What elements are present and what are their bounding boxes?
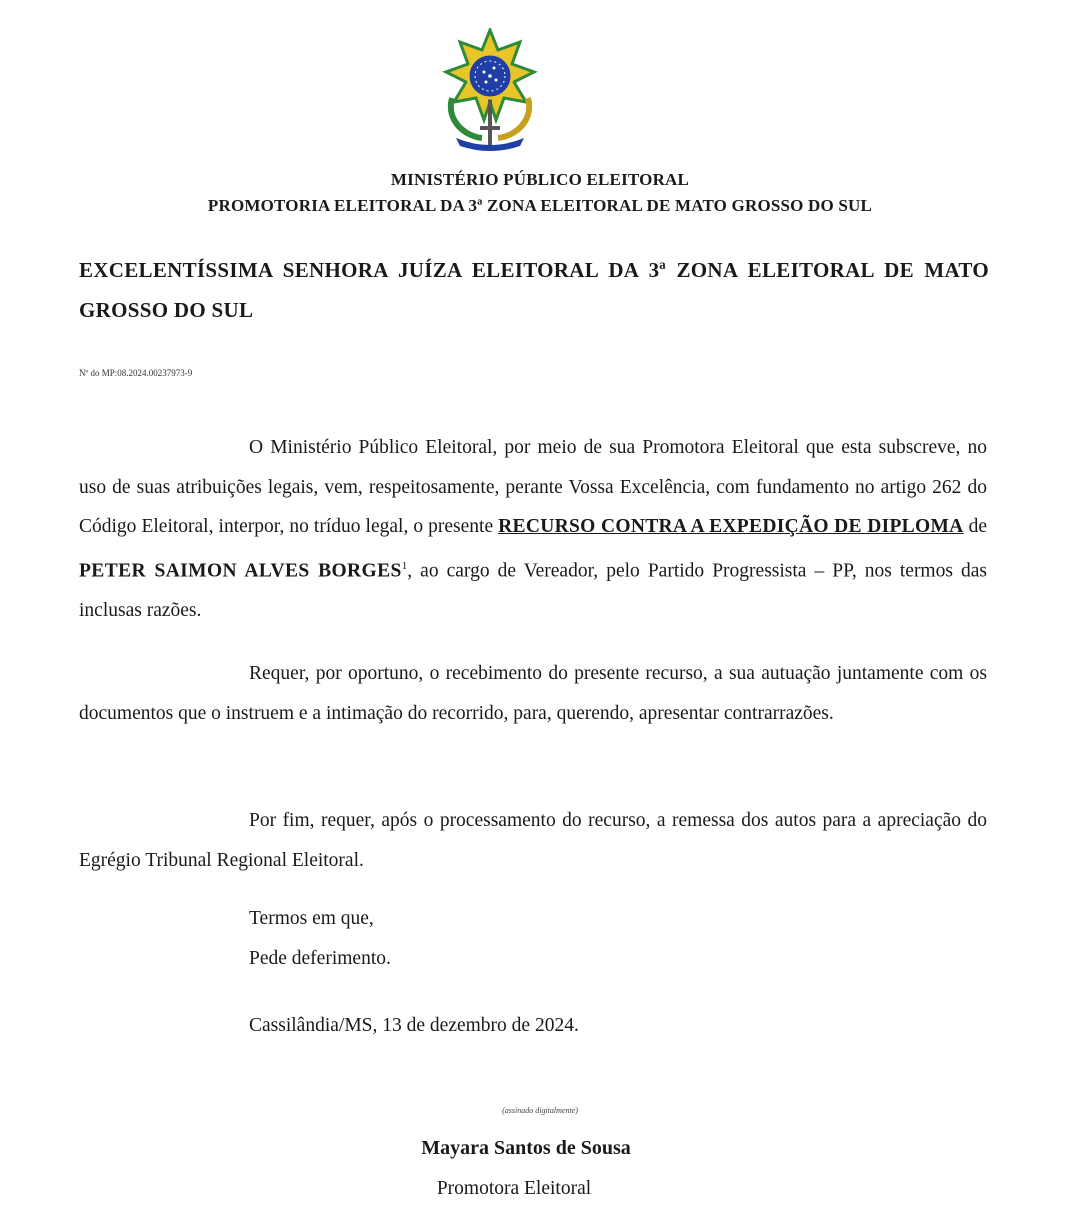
recurso-title: RECURSO CONTRA A EXPEDIÇÃO DE DIPLOMA <box>498 516 964 537</box>
addressee-heading: EXCELENTÍSSIMA SENHORA JUÍZA ELEITORAL DA 3ª ZONA ELEITORAL DE MATO GROSSO DO SUL <box>79 258 989 322</box>
mp-number: Nº do MP:08.2024.00237973-9 <box>79 368 193 378</box>
defendant-name: PETER SAIMON ALVES BORGES <box>79 560 402 581</box>
paragraph-2-text: Requer, por oportuno, o recebimento do presente recurso, a sua autuação juntamente com os documentos que o instruem e a intimação do recorrido, para, querendo, apresentar contrarrazões. <box>79 663 987 724</box>
paragraph-1-de: de <box>963 516 987 537</box>
organization-subtitle: PROMOTORIA ELEITORAL DA 3ª ZONA ELEITORAL DE MATO GROSSO DO SUL <box>207 196 873 215</box>
place-date: Cassilândia/MS, 13 de dezembro de 2024. <box>249 1015 579 1036</box>
paragraph-3 <box>79 801 987 880</box>
closing-line-2: Pede deferimento. <box>249 948 391 969</box>
footnote-marker: 1 <box>401 559 408 572</box>
paragraph-2 <box>79 654 987 733</box>
organization-title: MINISTÉRIO PÚBLICO ELEITORAL <box>390 170 690 189</box>
closing-line-1: Termos em que, <box>249 908 374 929</box>
paragraph-1-tail: , ao cargo de Vereador, pelo Partido Progressista – PP, nos termos das inclusas razões. <box>79 560 987 621</box>
paragraph-1 <box>79 428 987 630</box>
paragraph-3-text: Por fim, requer, após o processamento do recurso, a remessa dos autos para a apreciação do Egrégio Tribunal Regional Eleitoral. <box>79 810 987 871</box>
signer-role: Promotora Eleitoral <box>436 1178 592 1199</box>
paragraph-1-lead: O Ministério Público Eleitoral, por meio de sua Promotora Eleitoral que esta subscreve, no uso de suas atribuições legais, vem, respeitosamente, perante Vossa Excelência, com fundamento no artigo 262 do Código Eleitoral, interpor, no tríduo legal, o presente <box>79 437 987 537</box>
signature-note: (assinado digitalmente) <box>502 1106 578 1115</box>
coat-of-arms-seal <box>436 28 544 152</box>
signer-name: Mayara Santos de Sousa <box>421 1137 631 1159</box>
